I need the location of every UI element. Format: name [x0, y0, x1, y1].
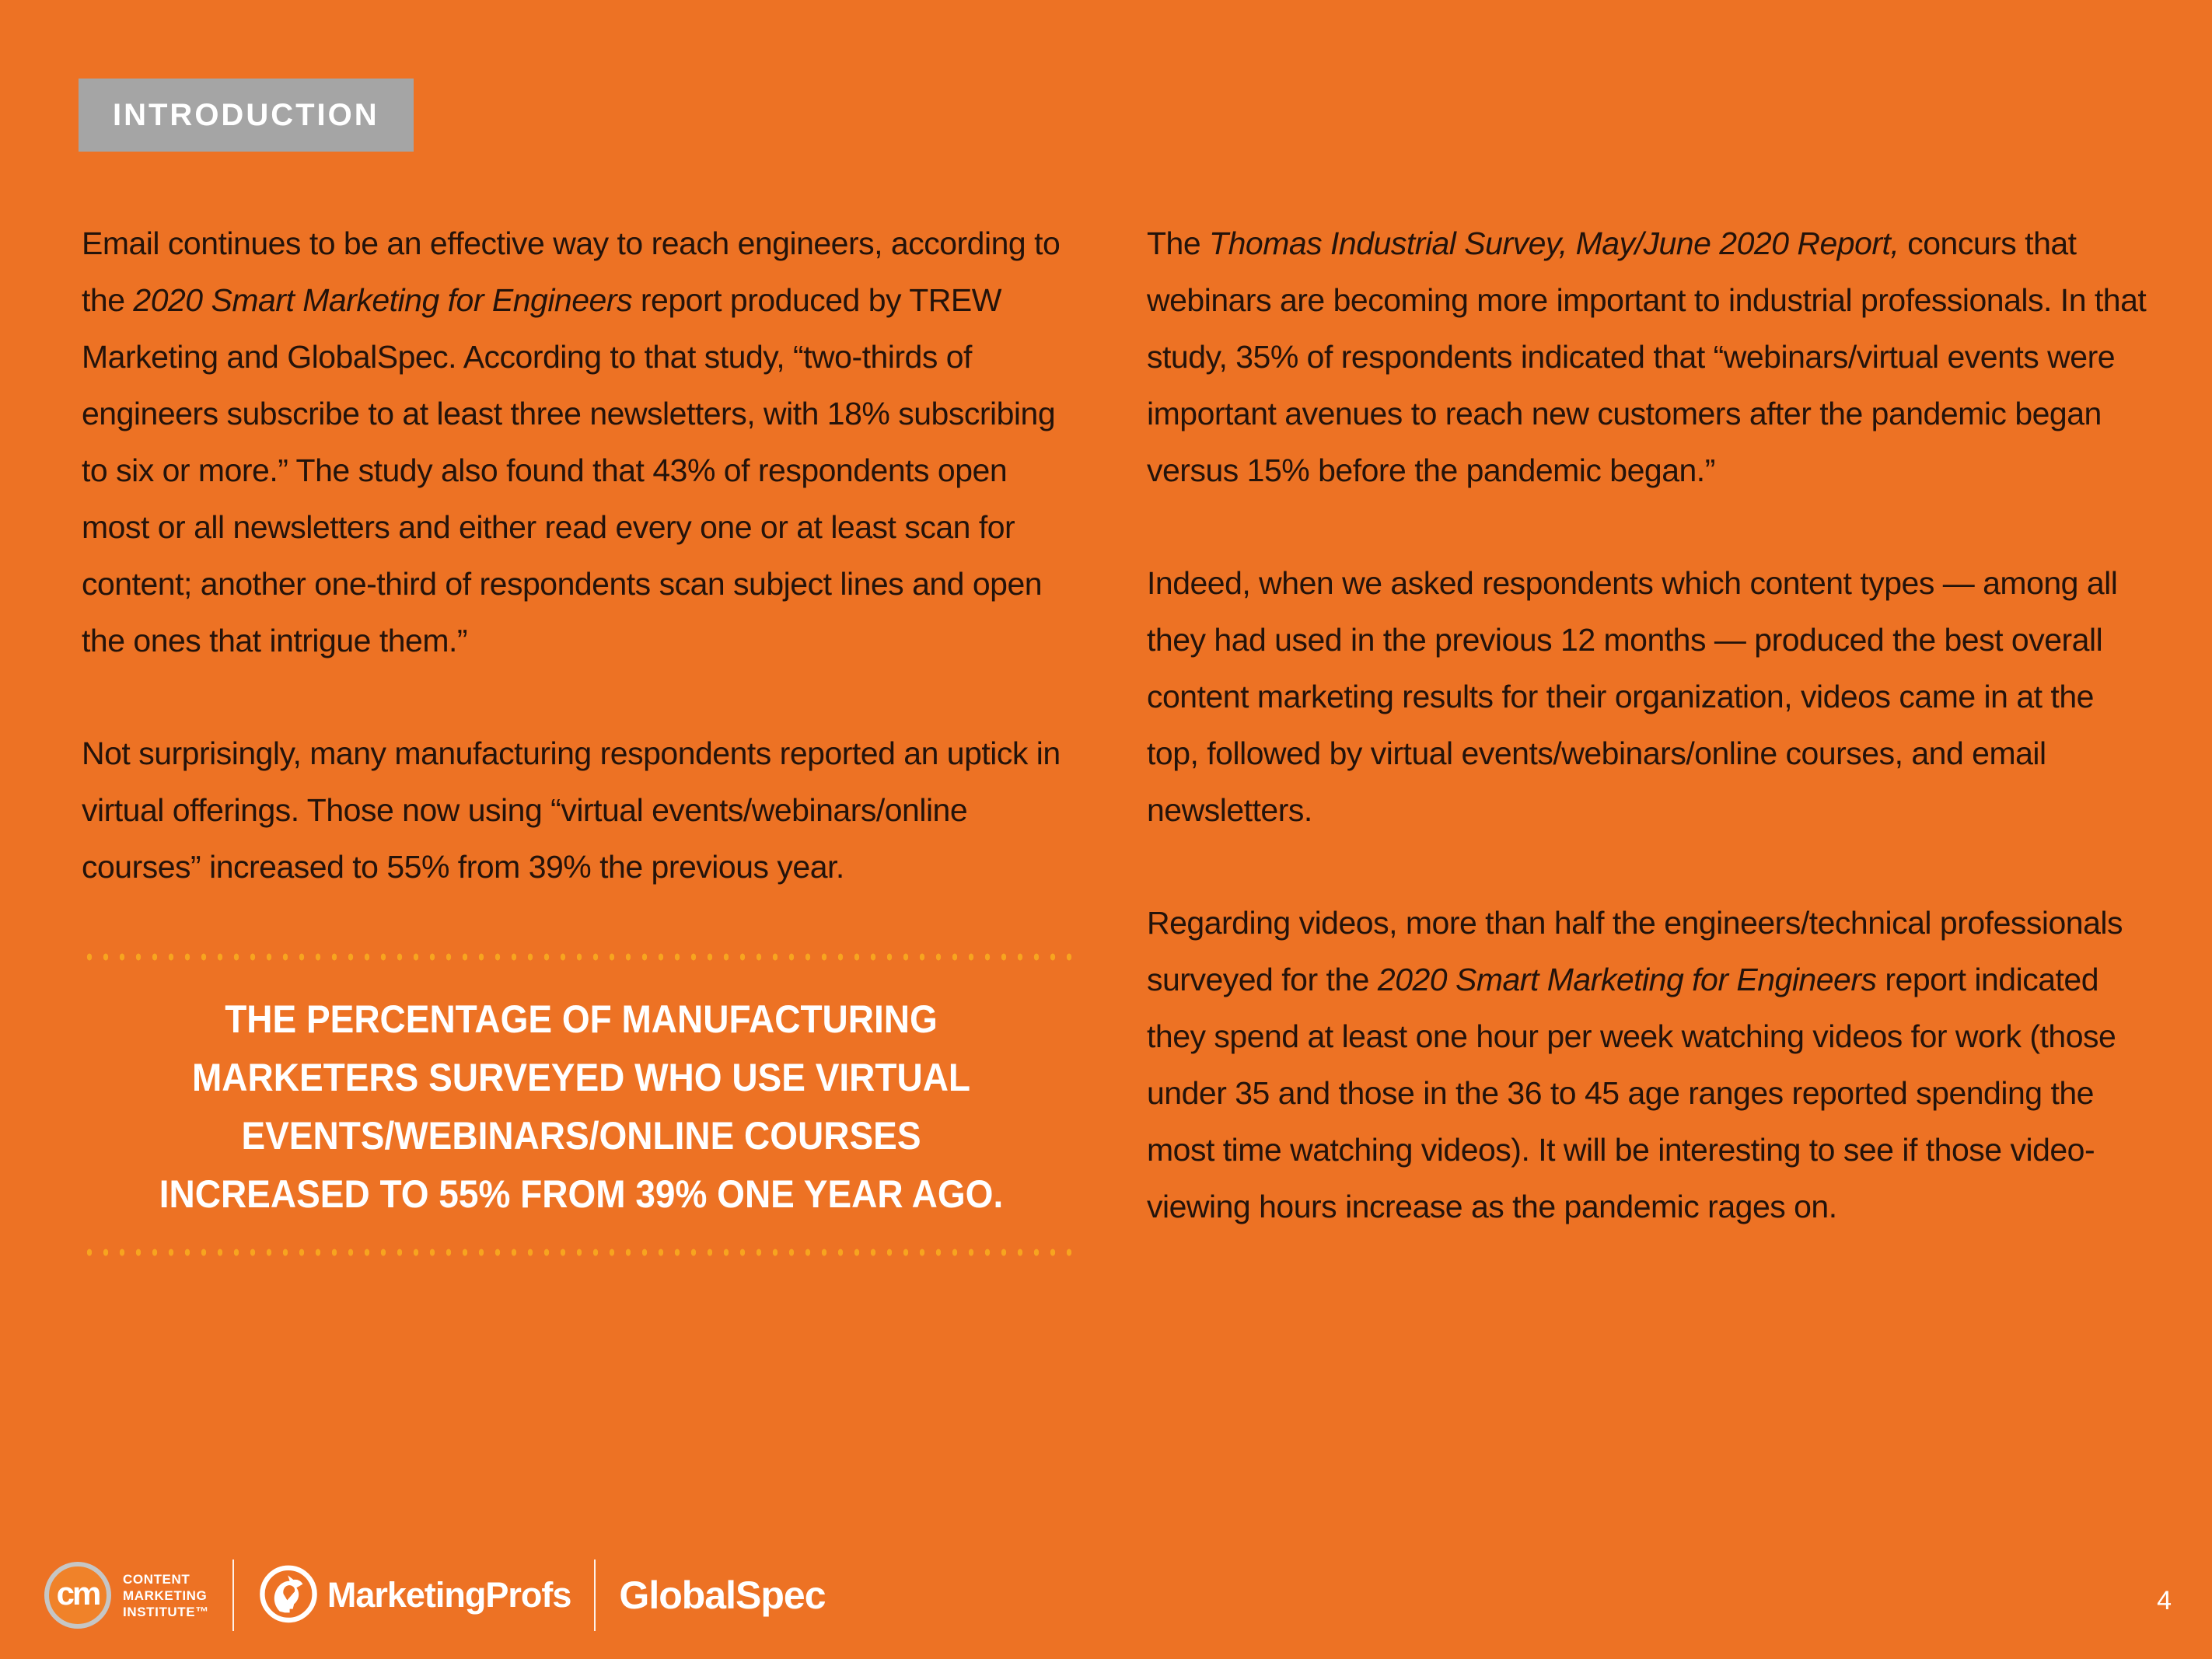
marketingprofs-logo-text: MarketingProfs [327, 1575, 571, 1615]
dotted-separator-bottom [82, 1247, 1081, 1258]
paragraph-email: Email continues to be an effective way to reach engineers, according to the 2020 Smart Marketing for Engineers report produced by TREW Marketing and GlobalSpec. According to that study, “two-thirds of engineers subscribe to at least three newsletters, with 18% subscribing to six or more.” The study also found that 43% of respondents open most or all newsletters and either read every one or at least scan for content; another one-third of respondents scan subject lines and open the ones that intrigue them.” [82, 225, 1061, 658]
content-columns [82, 215, 2154, 1291]
footer-divider [232, 1559, 234, 1631]
cmi-logo-text-line: INSTITUTE™ [123, 1604, 209, 1619]
pull-quote-text [82, 962, 1081, 1247]
section-badge [79, 79, 414, 152]
pull-quote [82, 952, 1081, 1258]
page-number: 4 [2157, 1586, 2172, 1615]
globalspec-logo-text: GlobalSpec [619, 1573, 826, 1617]
paragraph-content-types: Indeed, when we asked respondents which content types — among all they had used in the previous 12 months — produced the best overall content marketing results for their organization, videos came in at the top, followed by virtual events/webinars/online courses, and email newsletters. [1147, 565, 2118, 828]
left-column [82, 215, 1081, 1291]
right-column [1147, 215, 2154, 1291]
section-badge-label: INTRODUCTION [113, 97, 379, 132]
marketingprofs-logo [257, 1564, 571, 1626]
cmi-logo-text [123, 1571, 209, 1620]
footer-logos [44, 1556, 826, 1634]
pull-quote-line: EVENTS/WEBINARS/ONLINE COURSES [241, 1114, 921, 1158]
cmi-monogram-text: cm [56, 1575, 100, 1612]
cmi-logo [44, 1562, 209, 1629]
footer-divider [594, 1559, 596, 1631]
paragraph-videos: Regarding videos, more than half the engineers/technical professionals surveyed for the 2020 Smart Marketing for Engineers report indicated they spend at least one hour per week watching videos for work (those under 35 and those in the 36 to 45 age ranges reported spending the most time watching videos). It will be interesting to see if those video-viewing hours increase as the pandemic rages on. [1147, 905, 2123, 1224]
pull-quote-line: THE PERCENTAGE OF MANUFACTURING [225, 997, 938, 1041]
paragraph-virtual-uptick: Not surprisingly, many manufacturing respondents reported an uptick in virtual offerings. Those now using “virtual events/webinars/online courses” increased to 55% from 39% the previous year. [82, 735, 1061, 885]
pull-quote-line: MARKETERS SURVEYED WHO USE VIRTUAL [191, 1056, 971, 1099]
cmi-logo-text-line: CONTENT [123, 1571, 190, 1587]
globalspec-logo [619, 1573, 825, 1618]
dotted-separator-top [82, 952, 1081, 962]
cmi-logo-text-line: MARKETING [123, 1587, 208, 1603]
marketingprofs-bird-icon [257, 1564, 320, 1626]
cmi-monogram-icon [44, 1562, 111, 1629]
paragraph-thomas-survey: The Thomas Industrial Survey, May/June 2020 Report, concurs that webinars are becoming more important to industrial professionals. In that study, 35% of respondents indicated that “webinars/virtual events were important avenues to reach new customers after the pandemic began versus 15% before the pandemic began.” [1147, 225, 2147, 488]
pull-quote-line: INCREASED TO 55% FROM 39% ONE YEAR AGO. [159, 1172, 1004, 1216]
